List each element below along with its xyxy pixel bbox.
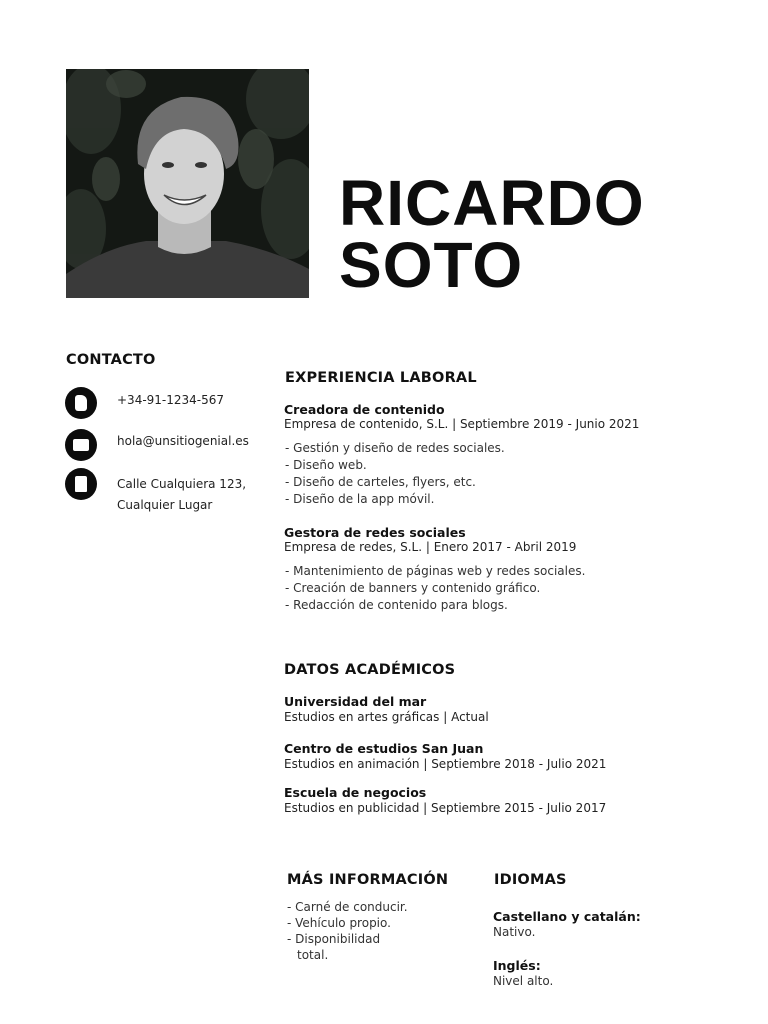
contact-phone[interactable]: +34-91-1234-567 <box>117 393 225 407</box>
school-detail: Estudios en animación | Septiembre 2018 - Julio 2021 <box>284 757 607 771</box>
language-level: Nivel alto. <box>493 974 554 988</box>
list-item: - Disponibilidad <box>287 932 381 946</box>
languages-heading: IDIOMAS <box>494 872 567 888</box>
school-name: Centro de estudios San Juan <box>284 741 484 756</box>
language-name: Castellano y catalán: <box>493 909 641 924</box>
school-name: Universidad del mar <box>284 694 427 709</box>
list-item: - Mantenimiento de páginas web y redes sociales. <box>285 564 586 578</box>
list-item: - Creación de banners y contenido gráfico. <box>285 581 541 595</box>
envelope-icon <box>65 429 97 461</box>
list-item: - Diseño web. <box>285 458 367 472</box>
contact-email[interactable]: hola@unsitiogenial.es <box>117 434 249 448</box>
job-bullets <box>285 440 505 508</box>
list-item: - Vehículo propio. <box>287 916 391 930</box>
language-level: Nativo. <box>493 925 536 939</box>
contact-heading: CONTACTO <box>66 352 156 368</box>
last-name: SOTO <box>339 229 524 301</box>
contact-address-line1: Calle Cualquiera 123, <box>117 477 247 491</box>
list-item: - Diseño de la app móvil. <box>285 492 435 506</box>
portrait-illustration <box>66 69 309 298</box>
school-detail: Estudios en publicidad | Septiembre 2015 - Julio 2017 <box>284 801 607 815</box>
job-bullets <box>285 563 585 614</box>
profile-photo <box>66 69 309 298</box>
job-title: Creadora de contenido <box>284 402 445 417</box>
language-name: Inglés: <box>493 958 541 973</box>
job-company: Empresa de redes, S.L. | Enero 2017 - Abril 2019 <box>284 540 577 554</box>
more-info-heading: MÁS INFORMACIÓN <box>287 872 449 888</box>
list-item: total. <box>297 948 329 962</box>
experience-heading: EXPERIENCIA LABORAL <box>285 370 477 386</box>
job-company: Empresa de contenido, S.L. | Septiembre 2019 - Junio 2021 <box>284 417 640 431</box>
list-item: - Gestión y diseño de redes sociales. <box>285 441 505 455</box>
school-detail: Estudios en artes gráficas | Actual <box>284 710 489 724</box>
more-info-list <box>287 899 408 963</box>
list-item: - Diseño de carteles, flyers, etc. <box>285 475 476 489</box>
list-item: - Redacción de contenido para blogs. <box>285 598 508 612</box>
job-title: Gestora de redes sociales <box>284 525 466 540</box>
list-item: - Carné de conducir. <box>287 900 408 914</box>
location-pin-icon <box>65 468 97 500</box>
first-name: RICARDO <box>339 167 645 239</box>
full-name <box>339 167 645 301</box>
school-name: Escuela de negocios <box>284 785 427 800</box>
education-heading: DATOS ACADÉMICOS <box>284 662 456 678</box>
contact-address-line2: Cualquier Lugar <box>117 498 213 512</box>
phone-icon <box>65 387 97 419</box>
